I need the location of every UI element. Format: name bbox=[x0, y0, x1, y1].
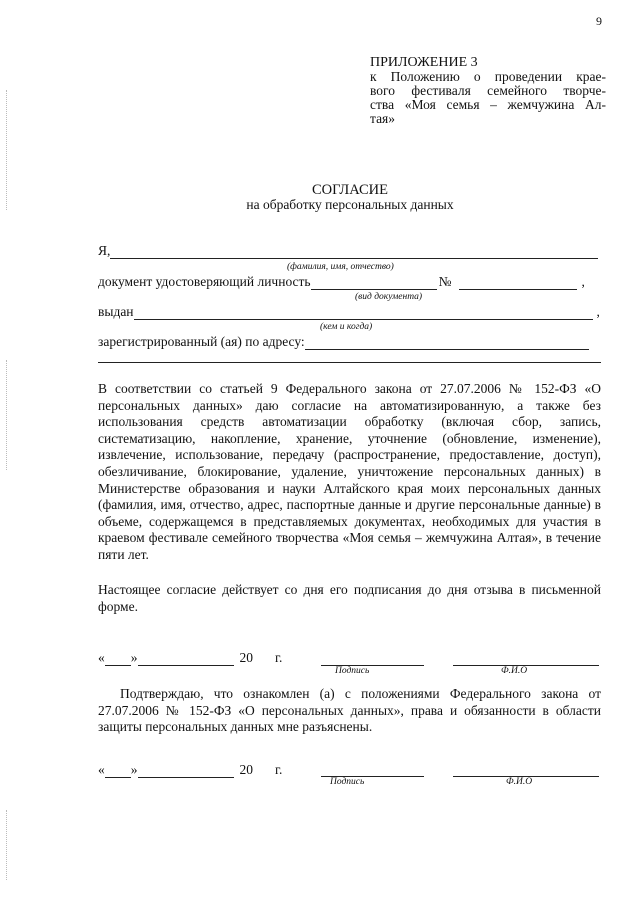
appendix-line: тая» bbox=[370, 111, 396, 126]
appendix-header bbox=[370, 56, 606, 126]
year-suffix: г. bbox=[275, 762, 283, 777]
number-label: № bbox=[438, 274, 452, 289]
month-field[interactable] bbox=[138, 763, 234, 778]
confirmation-paragraph: Подтверждаю, что ознакомлен (а) с положениями Федерального закона от 27.07.2006 № 152-ФЗ «О персональных данных», права и обязанности в области защиты персональных данных мне разъяснены. bbox=[98, 686, 601, 735]
document-type-hint: (вид документа) bbox=[355, 292, 423, 302]
day-field[interactable] bbox=[105, 651, 131, 666]
fio-row bbox=[98, 243, 598, 259]
page-number: 9 bbox=[596, 14, 602, 28]
appendix-line: вого фестиваля семейного творче- bbox=[370, 83, 606, 98]
margin-scan-marks bbox=[6, 360, 8, 470]
registered-label: зарегистрированный (ая) по адресу: bbox=[98, 334, 305, 349]
signature-label: Подпись bbox=[335, 666, 370, 676]
id-document-row bbox=[98, 274, 585, 290]
consent-paragraph: В соответствии со статьей 9 Федерального закона от 27.07.2006 № 152-ФЗ «О персональных данных» даю согласие на автоматизированную, а также без использования средств автоматизации обработку (включая сбор, запись, систематизацию, накопление, хранение, уточнение (обновление, изменение), извлечение, использование, передачу (распространение, предоставление, доступ), обезличивание, блокирование, удаление, уничтожение персональных данных) в Министерстве образования и науки Алтайского края моих персональных данных (фамилия, имя, отчество, адрес, паспортные данные и другие персональные данные) в объеме, содержащемся в представляемых документах, необходимых для участия в краевом фестивале семейного творчества «Моя семья – жемчужина Алтая», в течение пяти лет. bbox=[98, 381, 601, 562]
issued-row bbox=[98, 304, 600, 320]
document-subtitle: на обработку персональных данных bbox=[246, 197, 454, 212]
id-document-number-field[interactable] bbox=[459, 275, 577, 290]
address-row bbox=[98, 334, 589, 350]
year-prefix: 20 bbox=[239, 650, 253, 665]
signature-label: Подпись bbox=[330, 777, 365, 787]
comma: , bbox=[581, 274, 585, 289]
issued-label: выдан bbox=[98, 304, 134, 319]
year-prefix: 20 bbox=[239, 762, 253, 777]
name-label: Ф.И.О bbox=[501, 666, 528, 676]
open-quote: « bbox=[98, 650, 105, 665]
issued-field[interactable] bbox=[134, 305, 593, 320]
year-suffix: г. bbox=[275, 650, 283, 665]
appendix-title: ПРИЛОЖЕНИЕ 3 bbox=[370, 55, 478, 70]
id-document-label: документ удостоверяющий личность bbox=[98, 274, 311, 289]
name-label: Ф.И.О bbox=[506, 777, 533, 787]
comma: , bbox=[596, 304, 600, 319]
id-document-type-field[interactable] bbox=[311, 275, 437, 290]
date-row bbox=[98, 650, 282, 666]
close-quote: » bbox=[130, 762, 138, 777]
document-title: СОГЛАСИЕ bbox=[311, 182, 389, 198]
address-field-continuation[interactable] bbox=[98, 362, 601, 363]
validity-paragraph: Настоящее согласие действует со дня его подписания до дня отзыва в письменной форме. bbox=[98, 582, 601, 614]
address-field[interactable] bbox=[305, 335, 589, 350]
i-label: Я, bbox=[98, 243, 111, 258]
issued-hint: (кем и когда) bbox=[320, 322, 373, 332]
day-field[interactable] bbox=[105, 763, 131, 778]
fio-hint: (фамилия, имя, отчество) bbox=[287, 262, 394, 272]
month-field[interactable] bbox=[138, 651, 234, 666]
appendix-line: ства «Моя семья – жемчужина Ал- bbox=[370, 97, 606, 112]
year-field[interactable] bbox=[253, 652, 275, 666]
fio-field[interactable] bbox=[110, 244, 598, 259]
year-field[interactable] bbox=[253, 764, 275, 778]
close-quote: » bbox=[130, 650, 138, 665]
date-row bbox=[98, 762, 282, 778]
open-quote: « bbox=[98, 762, 105, 777]
margin-scan-marks bbox=[6, 810, 8, 880]
appendix-line: к Положению о проведении крае- bbox=[370, 69, 606, 84]
